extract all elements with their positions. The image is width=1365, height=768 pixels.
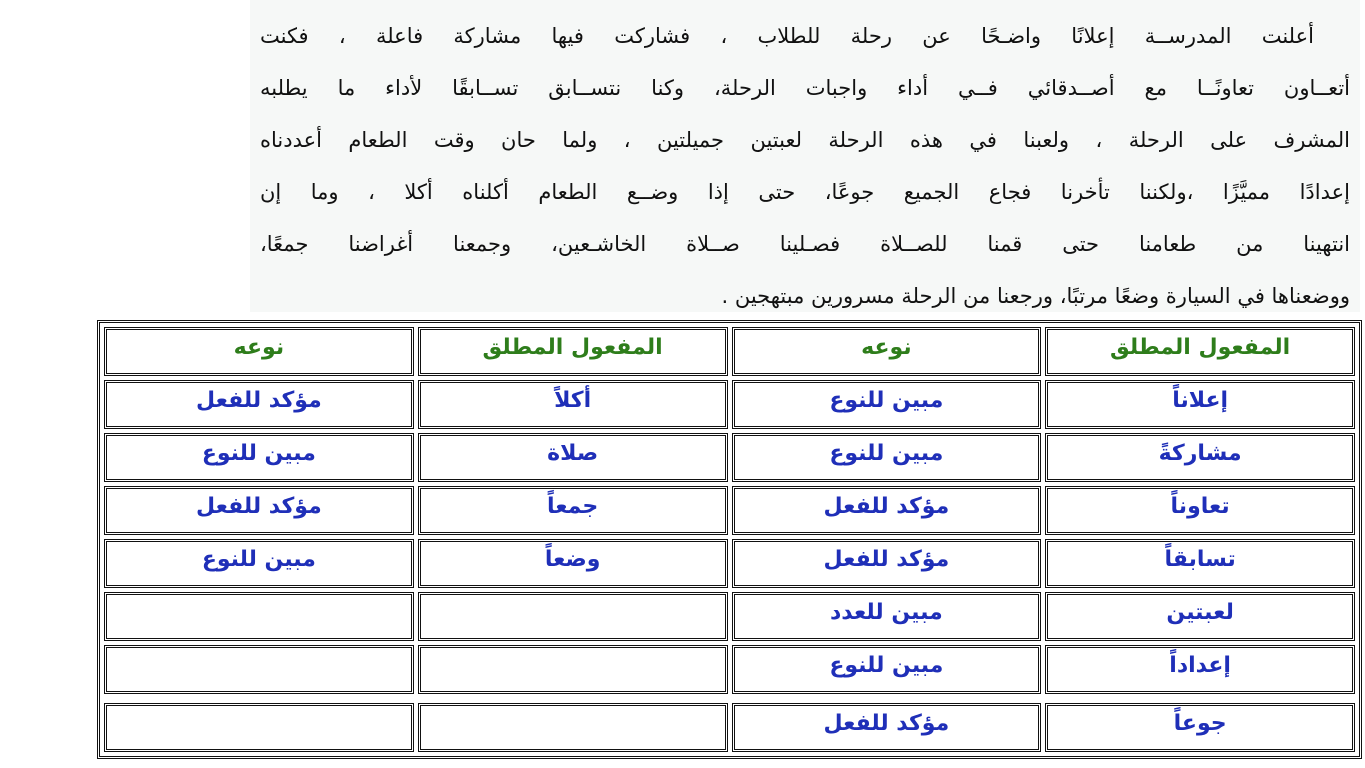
passage-line-1: أعلنت المدرســة إعلانًا واضـحًا عن رحلة للطلاب ، فشاركت فيها مشاركة فاعلة ، فكنت	[260, 24, 1314, 48]
table-cell: إعلاناً	[1045, 380, 1355, 429]
table-cell: مؤكد للفعل	[104, 486, 414, 535]
table-cell: إعداداً	[1045, 645, 1355, 694]
answer-table-wrapper	[97, 320, 1362, 759]
table-cell: لعبتين	[1045, 592, 1355, 641]
table-cell: مبين للنوع	[732, 380, 1042, 429]
passage-line-6: ووضعناها في السيارة وضعًا مرتبًا، ورجعنا من الرحلة مسرورين مبتهجين .	[721, 284, 1350, 308]
table-row	[104, 592, 1355, 641]
reading-passage	[250, 0, 1360, 312]
table-cell: تسابقاً	[1045, 539, 1355, 588]
table-cell: مبين للنوع	[104, 539, 414, 588]
header-cell: المفعول المطلق	[1045, 327, 1355, 376]
table-cell: مبين للعدد	[732, 592, 1042, 641]
table-cell: وضعاً	[418, 539, 728, 588]
table-separator	[104, 698, 1355, 699]
header-cell: المفعول المطلق	[418, 327, 728, 376]
table-cell: مشاركةً	[1045, 433, 1355, 482]
table-row	[104, 380, 1355, 429]
header-cell: نوعه	[104, 327, 414, 376]
table-cell: مبين للنوع	[104, 433, 414, 482]
passage-line-4: إعدادًا مميَّزًا ،ولكننا تأخرنا فجاع الجميع جوعًا، حتى إذا وضــع الطعام أكلناه أكلا ، وما إن	[260, 180, 1350, 204]
table-cell: جمعاً	[418, 486, 728, 535]
passage-line-2: أتعــاون تعاونًــا مع أصــدقائي فــي أداء واجبات الرحلة، وكنا نتســابق تســابقًا لأداء ما يطلبه	[260, 76, 1350, 100]
header-cell: نوعه	[732, 327, 1042, 376]
table-cell	[104, 703, 414, 752]
table-row	[104, 486, 1355, 535]
table-cell: مبين للنوع	[732, 645, 1042, 694]
absolute-object-table	[97, 320, 1362, 759]
table-cell: صلاة	[418, 433, 728, 482]
table-cell	[104, 645, 414, 694]
table-cell	[104, 592, 414, 641]
table-cell	[418, 703, 728, 752]
table-cell: أكلاً	[418, 380, 728, 429]
table-cell	[418, 592, 728, 641]
separator-cell	[418, 698, 728, 699]
separator-cell	[104, 698, 414, 699]
table-cell: تعاوناً	[1045, 486, 1355, 535]
passage-line-5: انتهينا من طعامنا حتى قمنا للصــلاة فصـلينا صــلاة الخاشـعين، وجمعنا أغراضنا جمعًا،	[260, 232, 1350, 256]
separator-cell	[732, 698, 1042, 699]
table-cell: مؤكد للفعل	[732, 486, 1042, 535]
table-cell: مؤكد للفعل	[732, 703, 1042, 752]
table-cell: مؤكد للفعل	[732, 539, 1042, 588]
table-row	[104, 433, 1355, 482]
table-cell: مؤكد للفعل	[104, 380, 414, 429]
table-row	[104, 703, 1355, 752]
table-cell	[418, 645, 728, 694]
separator-cell	[1045, 698, 1355, 699]
table-row	[104, 645, 1355, 694]
table-cell: جوعاً	[1045, 703, 1355, 752]
table-cell: مبين للنوع	[732, 433, 1042, 482]
passage-line-3: المشرف على الرحلة ، ولعبنا في هذه الرحلة لعبتين جميلتين ، ولما حان وقت الطعام أعددناه	[260, 128, 1350, 152]
table-row	[104, 539, 1355, 588]
table-header-row	[104, 327, 1355, 376]
